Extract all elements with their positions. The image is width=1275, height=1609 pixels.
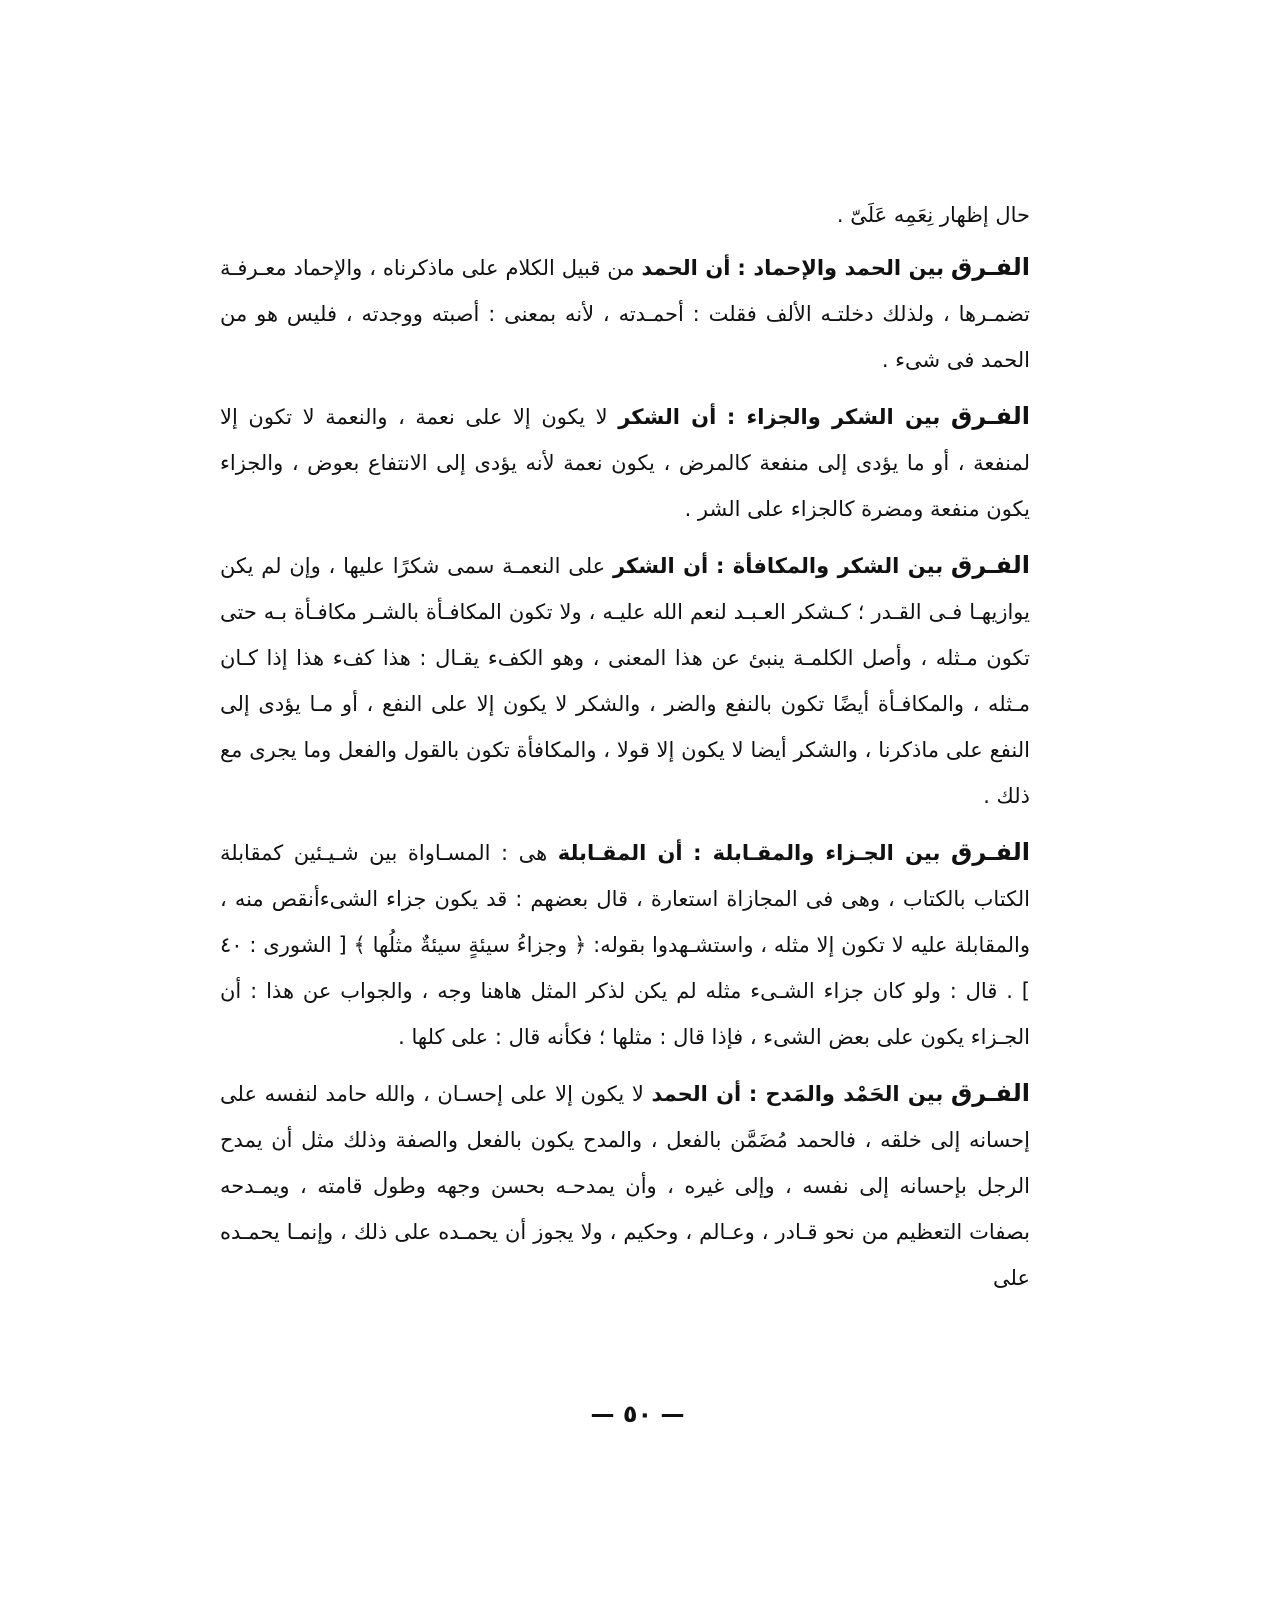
section-text: لا يكون إلا على إحسـان ، والله حامد لنفسه على إحسانه إلى خلقه ، فالحمد مُضَمَّن بالفعل ، والمدح يكون بالفعل والصفة وذلك مثل أن يمدح الرجل بإحسانه إلى نفسه ، وإلى غيره ، وأن يمدحـه بحسن وجهه وطول قامته ، ويمـدحه بصفات التعظيم من نحو قـادر ، وعـالم ، وحكيم ، ولا يجوز أن يحمـده على ذلك ، وإنمـا يحمـده على: [220, 1082, 1030, 1290]
section-term: الفـرق: [950, 402, 1030, 430]
section-lead: أن الحمد: [651, 1082, 742, 1106]
section-text: على النعمـة سمى شكرًا عليها ، وإن لم يكن يوازيهـا فـى القـدر ؛ كـشكر العـبـد لنعم الله عليـه ، ولا تكون المكافـأة بالشـر مكافـأة بـه حتى تكون مـثله ، وأصل الكلمـة ينبئ عن هذا المعنى ، وهو الكفء يقـال : هذا كفء هذا إذا كـان مـثله ، والمكافـأة أيضًا تكون بالنفع والضر ، والشكر لا يكون إلا على النفع ، أو مـا يؤدى إلى النفع على ماذكرنا ، والشكر أيضا لا يكون إلا قولا ، والمكافأة تكون بالقول والفعل وما يجرى مع ذلك .: [220, 554, 1030, 808]
section-topic: بين الشكر والجزاء :: [726, 405, 941, 429]
section-shukr-mukafaa: [220, 542, 1030, 819]
section-text: لا يكون إلا على نعمة ، والنعمة لا تكون إلا لمنفعة ، أو ما يؤدى إلى منفعة كالمرض ، يكون نعمة لأنه يؤدى إلى الانتفاع بعوض ، والجزاء يكون منفعة ومضرة كالجزاء على الشر .: [220, 405, 1030, 521]
section-hamd-ihmad: [220, 244, 1030, 383]
section-shukr-jaza: [220, 393, 1030, 532]
section-term: الفـرق: [950, 253, 1030, 281]
section-term: الفـرق: [950, 838, 1030, 866]
section-text: هى : المسـاواة بين شـيـئين كمقابلة الكتاب بالكتاب ، وهى فى المجازاة استعارة ، قال بعضهم : قد يكون جزاء الشىءأنقص منه ، والمقابلة عليه لا تكون إلا مثله ، واستشـهدوا بقوله: ﴿ وجزاءُ سيئةٍ سيئةٌ مثلُها ﴾ [ الشورى : ٤٠ ] . قال : ولو كان جزاء الشـىء مثله لم يكن لذكر المثل هاهنا وجه ، والجواب عن هذا : أن الجـزاء يكون على بعض الشىء ، فإذا قال : مثلها ؛ فكأنه قال : على كلها .: [220, 841, 1030, 1049]
section-lead: أن الشكر: [612, 554, 709, 578]
section-topic: بين الحَمْد والمَدح :: [748, 1082, 944, 1106]
section-term: الفـرق: [950, 1079, 1030, 1107]
intro-line: حال إظهار نِعَمِه عَلَىّ .: [836, 203, 1030, 227]
document-page: [220, 192, 1030, 1311]
section-lead: أن الشكر: [618, 405, 717, 429]
section-text: من قبيل الكلام على ماذكرناه ، والإحماد معـرفـة تضمـرها ، ولذلك دخلتـه الألف فقلت : أحمـدته ، لأنه بمعنى : أصبته ووجدته ، فليس هو من الحمد فى شىء .: [220, 256, 1030, 372]
section-term: الفـرق: [950, 551, 1030, 579]
page-number: — ٥٠ —: [590, 1400, 685, 1428]
section-lead: أن المقـابلة: [557, 841, 683, 865]
section-jaza-muqabala: [220, 829, 1030, 1060]
section-lead: أن الحمد: [641, 256, 731, 280]
section-hamd-madh: [220, 1070, 1030, 1301]
section-topic: بين الشكر والمكافأة :: [716, 554, 944, 578]
section-topic: بين الجـزاء والمقـابلة :: [693, 841, 941, 865]
section-topic: بين الحمد والإحماد :: [737, 256, 944, 280]
